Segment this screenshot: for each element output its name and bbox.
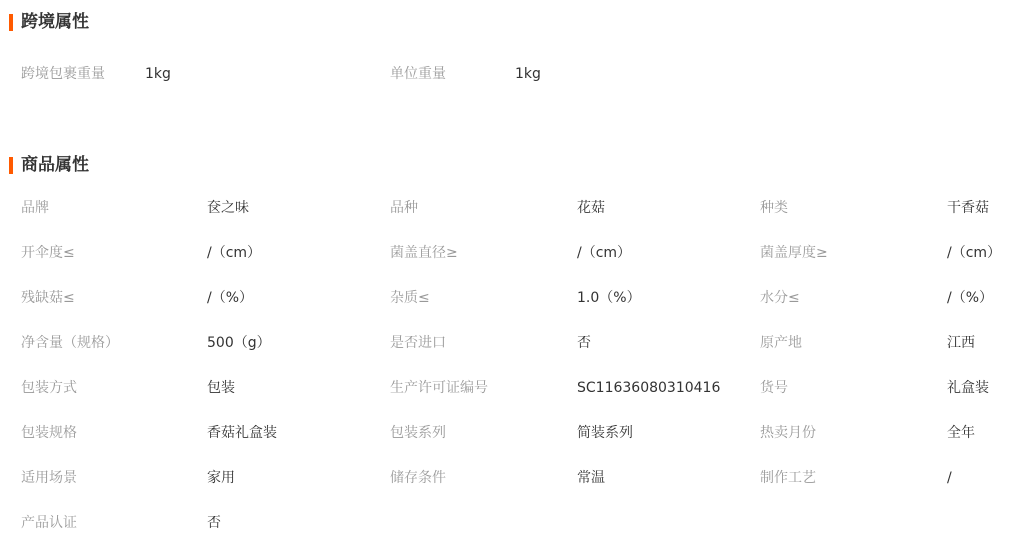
attr-value-scenario: 家用 bbox=[207, 470, 235, 486]
attr-value-packaging-method: 包装 bbox=[207, 380, 235, 396]
attr-label-cap-diameter: 菌盖直径≥ bbox=[390, 245, 458, 261]
attr-value-brand: 奁之味 bbox=[207, 200, 249, 216]
attr-label-parcel-weight: 跨境包裹重量 bbox=[21, 66, 105, 82]
attr-value-defective: /（%） bbox=[207, 290, 254, 306]
section-accent-bar bbox=[9, 14, 13, 31]
attr-value-origin: 江西 bbox=[947, 335, 975, 351]
attr-label-package-spec: 包装规格 bbox=[21, 425, 77, 441]
attr-label-cap-thickness: 菌盖厚度≥ bbox=[760, 245, 828, 261]
attr-value-cap-opening: /（cm） bbox=[207, 245, 262, 261]
attr-label-category: 种类 bbox=[760, 200, 788, 216]
attr-value-category: 干香菇 bbox=[947, 200, 989, 216]
attr-value-impurity: 1.0（%） bbox=[577, 290, 641, 306]
attr-value-hot-months: 全年 bbox=[947, 425, 975, 441]
attr-value-package-spec: 香菇礼盒装 bbox=[207, 425, 277, 441]
attr-value-moisture: /（%） bbox=[947, 290, 994, 306]
attr-label-license-number: 生产许可证编号 bbox=[390, 380, 488, 396]
attr-value-cap-thickness: /（cm） bbox=[947, 245, 1002, 261]
product-section-title bbox=[9, 154, 89, 176]
attr-value-parcel-weight: 1kg bbox=[145, 66, 171, 82]
attr-label-hot-months: 热卖月份 bbox=[760, 425, 816, 441]
attr-value-license-number: SC11636080310416 bbox=[577, 380, 721, 396]
section-accent-bar bbox=[9, 157, 13, 174]
attr-value-certification: 否 bbox=[207, 515, 221, 531]
attr-label-brand: 品牌 bbox=[21, 200, 49, 216]
attr-label-cap-opening: 开伞度≤ bbox=[21, 245, 75, 261]
section-title-text: 商品属性 bbox=[21, 155, 89, 175]
attr-label-craft: 制作工艺 bbox=[760, 470, 816, 486]
cross-border-section-title bbox=[9, 11, 89, 33]
attr-label-item-number: 货号 bbox=[760, 380, 788, 396]
attr-value-imported: 否 bbox=[577, 335, 591, 351]
attr-value-storage: 常温 bbox=[577, 470, 605, 486]
attr-label-impurity: 杂质≤ bbox=[390, 290, 430, 306]
attr-value-craft: / bbox=[947, 470, 952, 486]
attr-label-storage: 储存条件 bbox=[390, 470, 446, 486]
attr-label-imported: 是否进口 bbox=[390, 335, 446, 351]
attr-label-defective: 残缺菇≤ bbox=[21, 290, 75, 306]
section-title-text: 跨境属性 bbox=[21, 12, 89, 32]
attr-label-packaging-method: 包装方式 bbox=[21, 380, 77, 396]
attr-value-unit-weight: 1kg bbox=[515, 66, 541, 82]
attr-label-origin: 原产地 bbox=[760, 335, 802, 351]
attr-label-moisture: 水分≤ bbox=[760, 290, 800, 306]
attr-label-variety: 品种 bbox=[390, 200, 418, 216]
attr-label-unit-weight: 单位重量 bbox=[390, 66, 446, 82]
attr-label-package-series: 包装系列 bbox=[390, 425, 446, 441]
attr-value-cap-diameter: /（cm） bbox=[577, 245, 632, 261]
attr-label-certification: 产品认证 bbox=[21, 515, 77, 531]
attr-value-package-series: 简装系列 bbox=[577, 425, 633, 441]
attr-value-item-number: 礼盒装 bbox=[947, 380, 989, 396]
attr-label-net-content: 净含量（规格） bbox=[21, 335, 119, 351]
attr-value-net-content: 500（g） bbox=[207, 335, 271, 351]
attr-value-variety: 花菇 bbox=[577, 200, 605, 216]
attr-label-scenario: 适用场景 bbox=[21, 470, 77, 486]
